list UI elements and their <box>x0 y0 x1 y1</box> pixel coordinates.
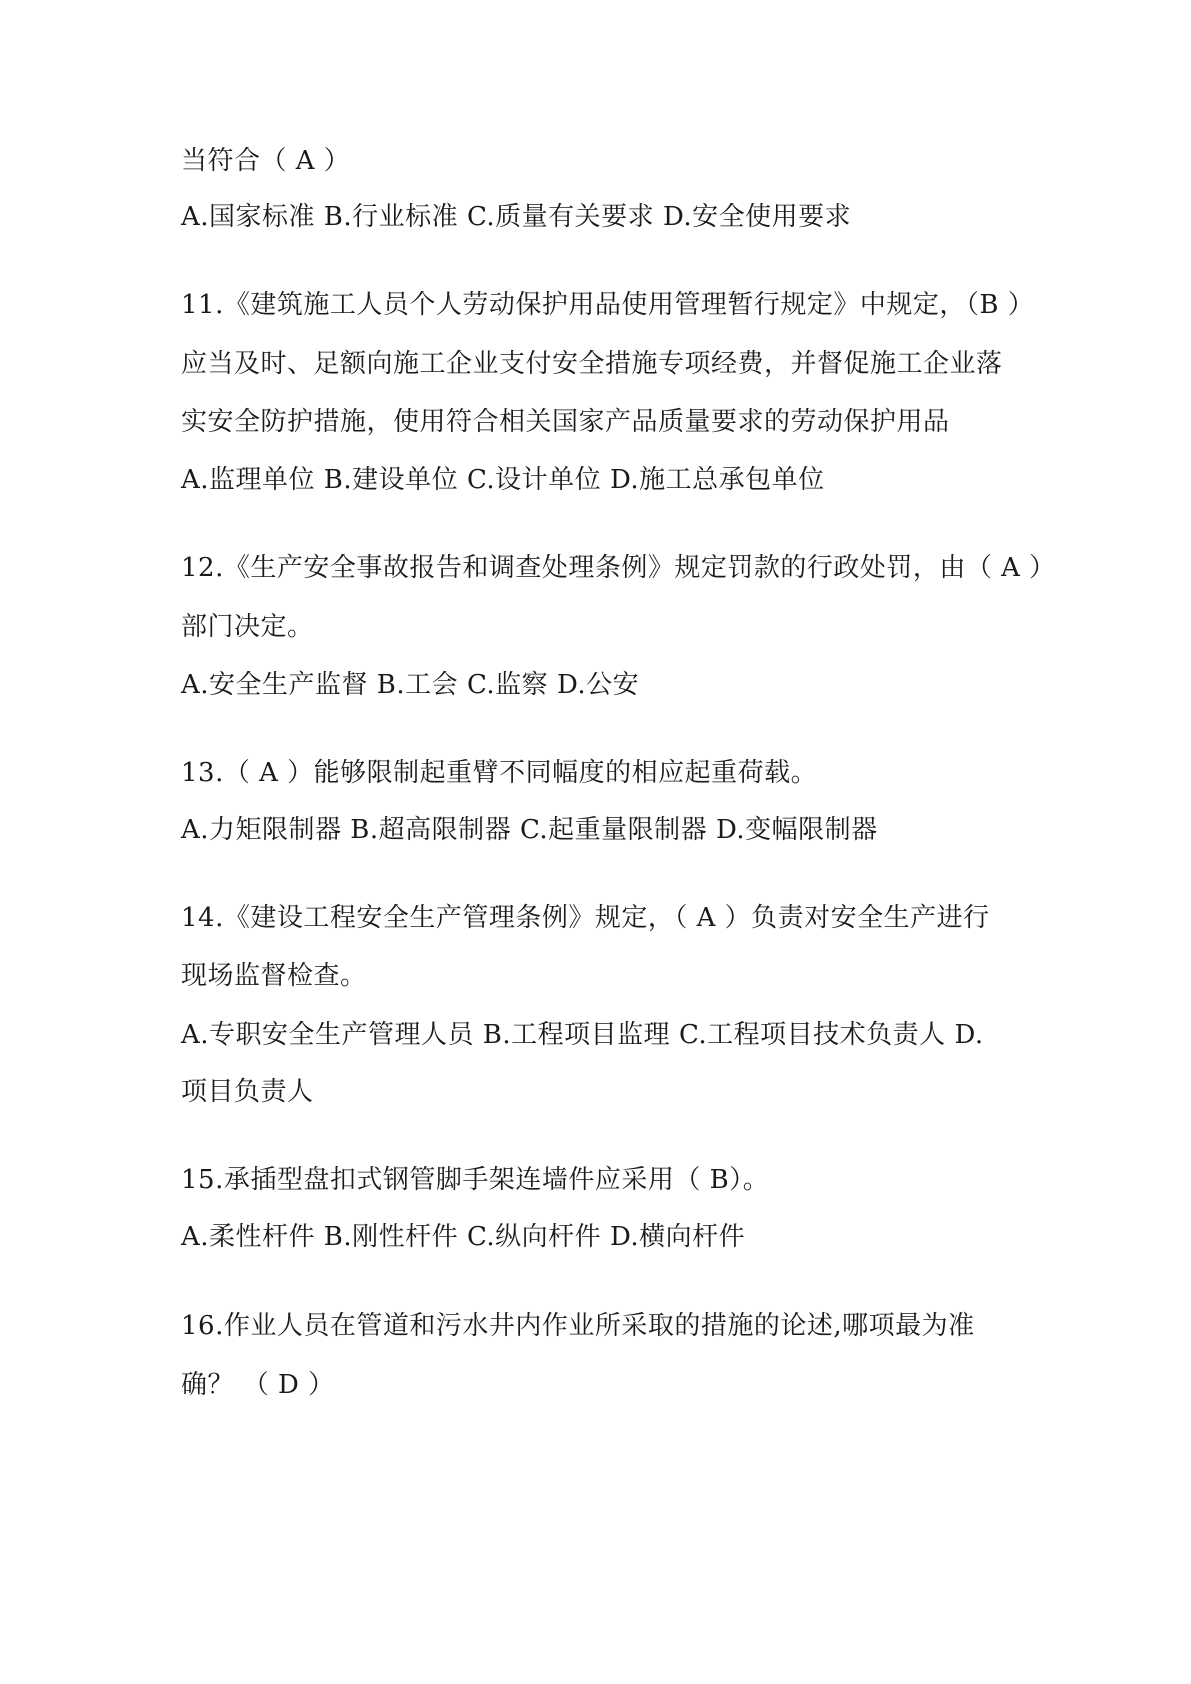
q14-options-line-2: 项目负责人 <box>181 1077 314 1107</box>
q10-stem-end: 当符合（ A ） <box>181 146 351 176</box>
q11-options: A.监理单位 B.建设单位 C.设计单位 D.施工总承包单位 <box>181 465 825 495</box>
q11-stem-line-3: 实安全防护措施，使用符合相关国家产品质量要求的劳动保护用品 <box>181 407 950 437</box>
q11-stem-line-2: 应当及时、足额向施工企业支付安全措施专项经费，并督促施工企业落 <box>181 349 1003 379</box>
q10-options: A.国家标准 B.行业标准 C.质量有关要求 D.安全使用要求 <box>181 202 852 232</box>
q16-stem-line-2: 确？ （ D ） <box>181 1370 335 1400</box>
q14-stem-line-2: 现场监督检查。 <box>181 961 367 991</box>
q12-stem-line-1: 12.《生产安全事故报告和调查处理条例》规定罚款的行政处罚，由（ A ） <box>181 553 1056 583</box>
q11-stem-line-1: 11.《建筑施工人员个人劳动保护用品使用管理暂行规定》中规定，（B ） <box>181 290 1035 320</box>
q14-options-line-1: A.专职安全生产管理人员 B.工程项目监理 C.工程项目技术负责人 D. <box>181 1020 984 1050</box>
q14-stem-line-1: 14.《建设工程安全生产管理条例》规定，（ A ）负责对安全生产进行 <box>181 903 990 933</box>
q13-stem: 13.（ A ）能够限制起重臂不同幅度的相应起重荷载。 <box>181 758 818 788</box>
q16-stem-line-1: 16.作业人员在管道和污水井内作业所采取的措施的论述,哪项最为准 <box>181 1311 975 1341</box>
q15-options: A.柔性杆件 B.刚性杆件 C.纵向杆件 D.横向杆件 <box>181 1222 746 1252</box>
q12-options: A.安全生产监督 B.工会 C.监察 D.公安 <box>181 670 640 700</box>
q13-options: A.力矩限制器 B.超高限制器 C.起重量限制器 D.变幅限制器 <box>181 815 878 845</box>
q15-stem: 15.承插型盘扣式钢管脚手架连墙件应采用（ B）。 <box>181 1165 770 1195</box>
q12-stem-line-2: 部门决定。 <box>181 612 314 642</box>
